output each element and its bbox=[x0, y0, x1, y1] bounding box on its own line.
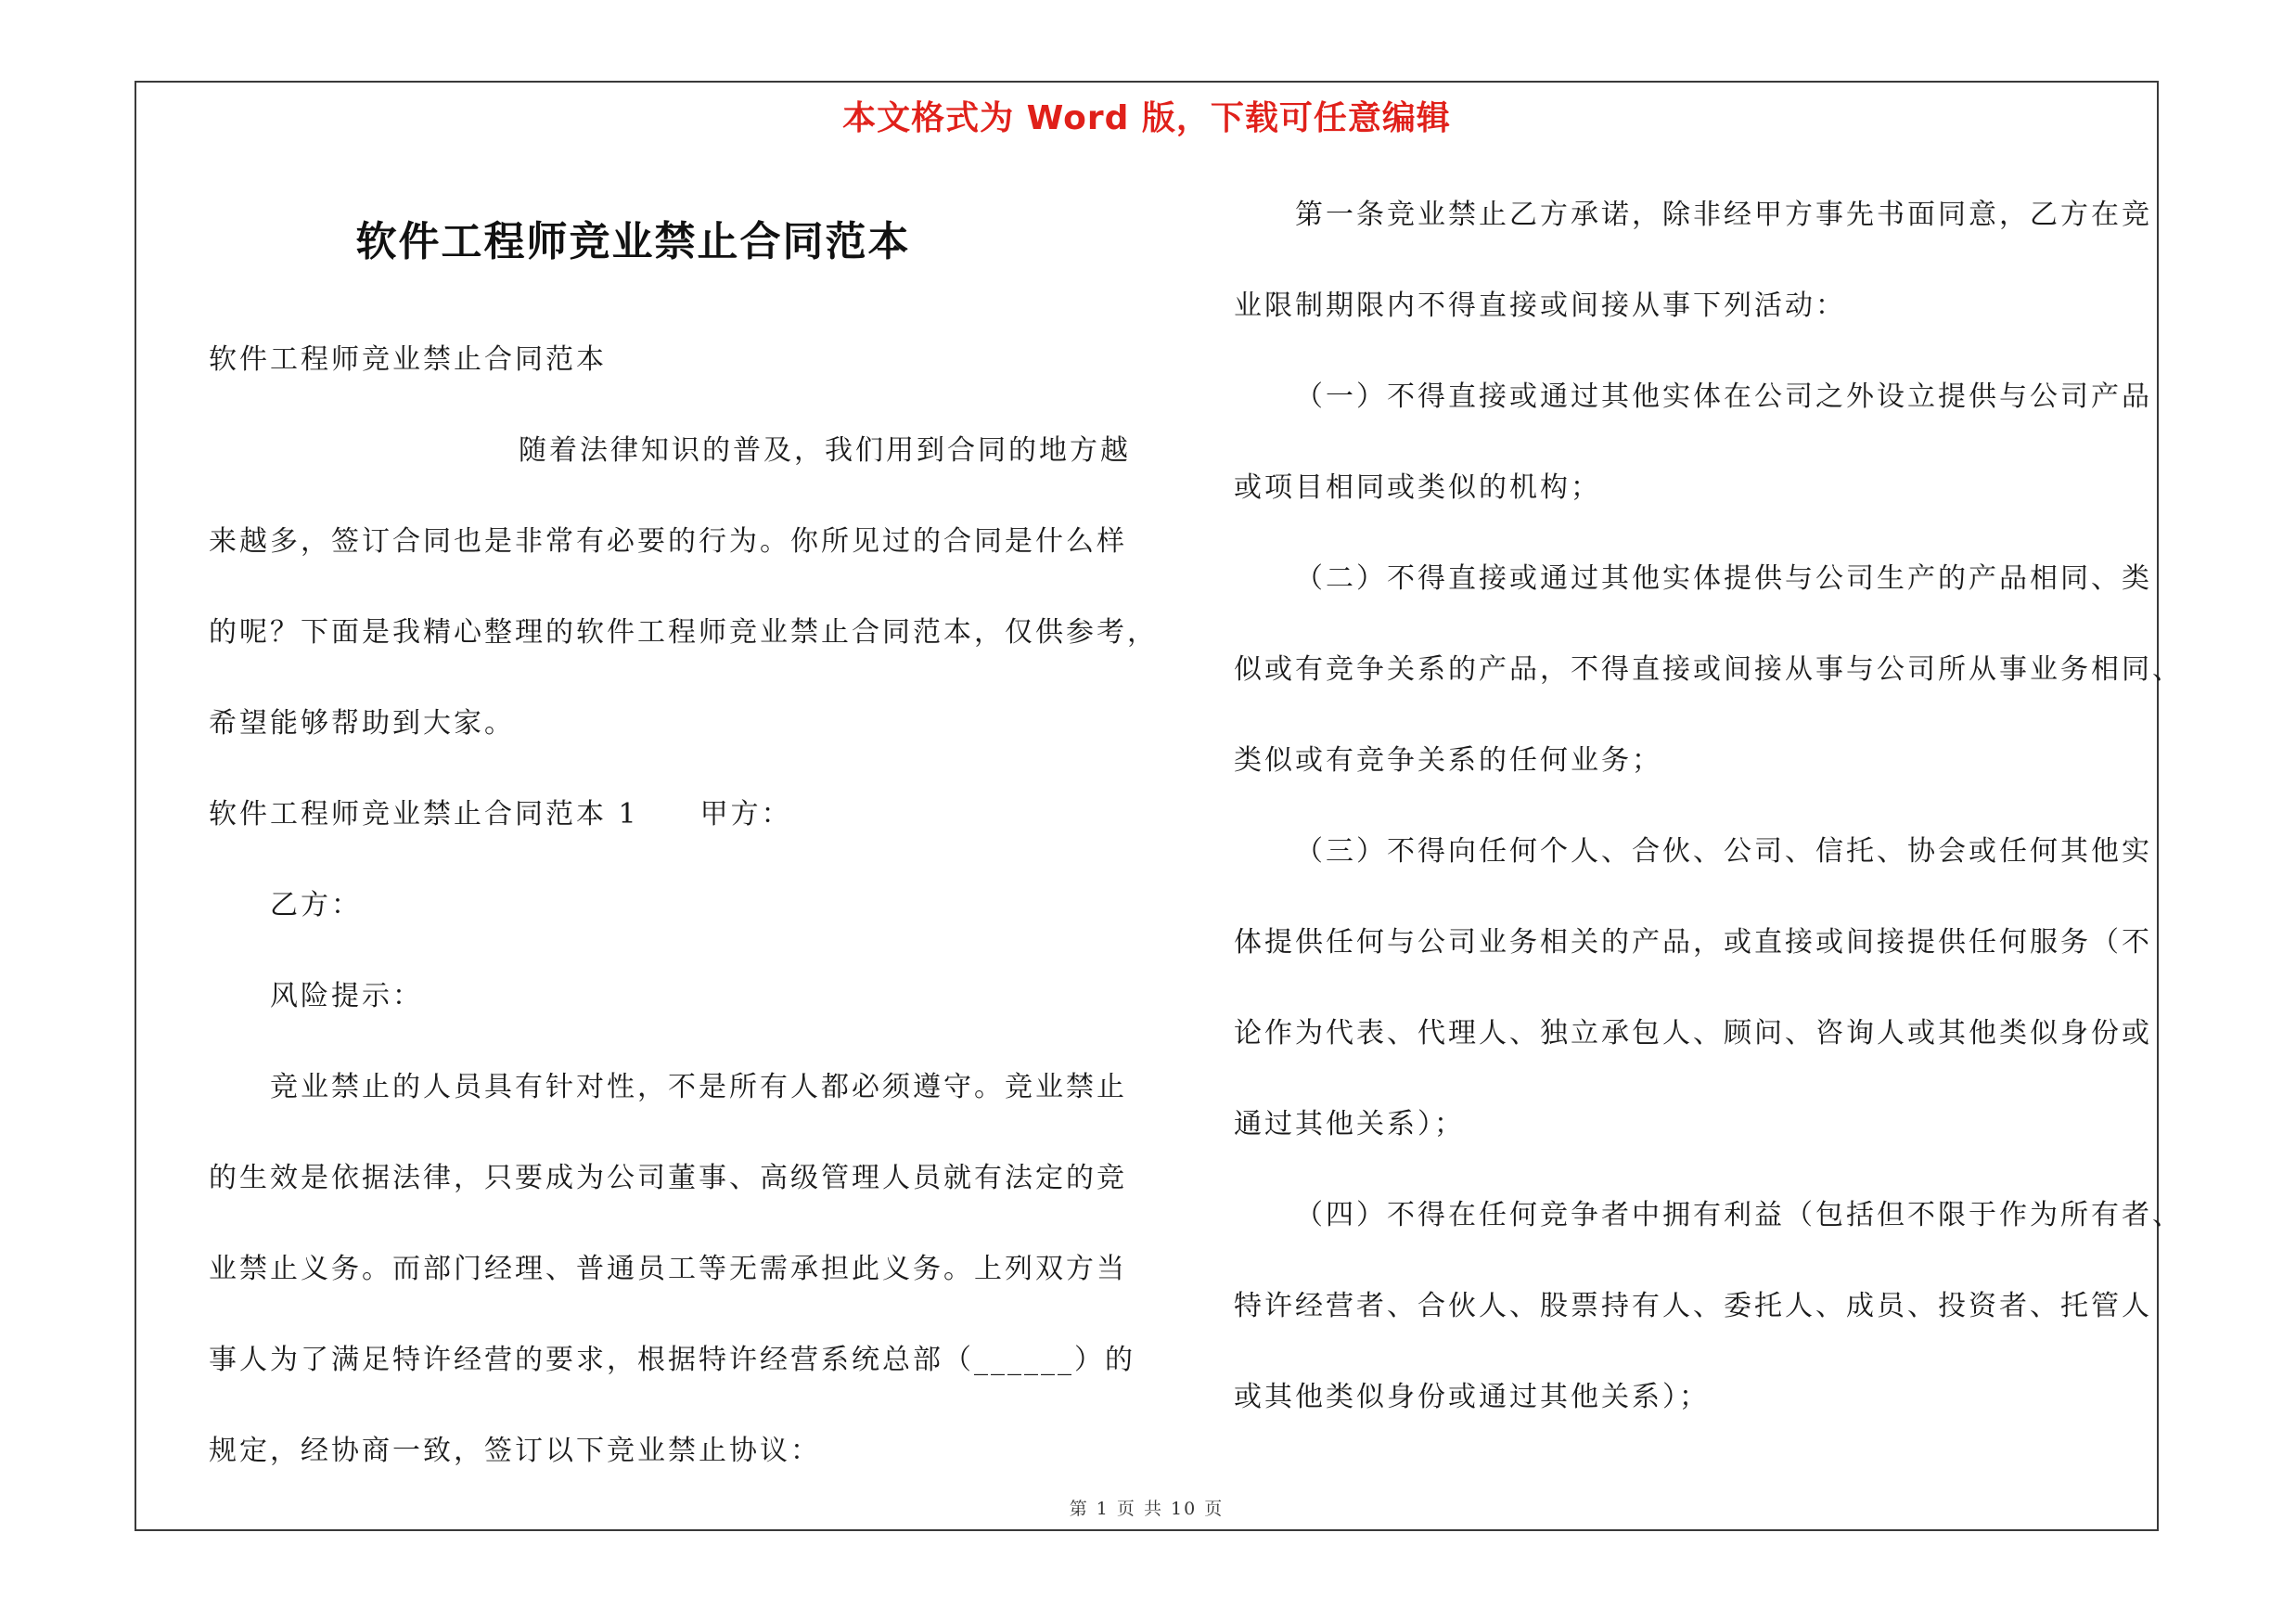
paragraph-line: 的呢？下面是我精心整理的软件工程师竞业禁止合同范本，仅供参考， bbox=[209, 616, 1158, 649]
paragraph-line: 类似或有竞争关系的任何业务； bbox=[1234, 744, 1662, 777]
paragraph-line: 或其他类似身份或通过其他关系）； bbox=[1234, 1381, 1710, 1413]
paragraph-line: 特许经营者、合伙人、股票持有人、委托人、成员、投资者、托管人 bbox=[1234, 1290, 2152, 1322]
paragraph-line: 风险提示： bbox=[270, 980, 423, 1012]
paragraph-line: 规定，经协商一致，签订以下竞业禁止协议： bbox=[209, 1435, 821, 1467]
paragraph-line: 随着法律知识的普及，我们用到合同的地方越 bbox=[519, 434, 1131, 467]
page-frame bbox=[135, 81, 2183, 1531]
paragraph-line: 或项目相同或类似的机构； bbox=[1234, 471, 1601, 504]
paragraph-line: 事人为了满足特许经营的要求，根据特许经营系统总部（______）的 bbox=[209, 1344, 1135, 1376]
paragraph-line: （四）不得在任何竞争者中拥有利益（包括但不限于作为所有者、 bbox=[1295, 1199, 2183, 1231]
paragraph-line: 希望能够帮助到大家。 bbox=[209, 707, 515, 740]
paragraph-line: 来越多，签订合同也是非常有必要的行为。你所见过的合同是什么样 bbox=[209, 525, 1127, 558]
format-banner: 本文格式为 Word 版，下载可任意编辑 bbox=[842, 99, 1451, 137]
paragraph-line: 体提供任何与公司业务相关的产品，或直接或间接提供任何服务（不 bbox=[1234, 926, 2152, 959]
paragraph-line: 软件工程师竞业禁止合同范本 1 甲方： bbox=[209, 798, 792, 831]
paragraph-line: （二）不得直接或通过其他实体提供与公司生产的产品相同、类 bbox=[1295, 562, 2152, 595]
paragraph-line: 论作为代表、代理人、独立承包人、顾问、咨询人或其他类似身份或 bbox=[1234, 1017, 2152, 1050]
paragraph-line: 似或有竞争关系的产品，不得直接或间接从事与公司所从事业务相同、 bbox=[1234, 653, 2183, 686]
paragraph-line: 业限制期限内不得直接或间接从事下列活动： bbox=[1234, 290, 1846, 322]
paragraph-line: 的生效是依据法律，只要成为公司董事、高级管理人员就有法定的竞 bbox=[209, 1162, 1127, 1194]
document-title: 软件工程师竞业禁止合同范本 bbox=[355, 218, 911, 265]
paragraph-line: （三）不得向任何个人、合伙、公司、信托、协会或任何其他实 bbox=[1295, 835, 2152, 868]
paragraph-line: 第一条竞业禁止乙方承诺，除非经甲方事先书面同意，乙方在竞 bbox=[1295, 199, 2152, 231]
paragraph-line: 业禁止义务。而部门经理、普通员工等无需承担此义务。上列双方当 bbox=[209, 1253, 1127, 1285]
paragraph-line: （一）不得直接或通过其他实体在公司之外设立提供与公司产品 bbox=[1295, 380, 2152, 413]
paragraph-line: 通过其他关系）； bbox=[1234, 1108, 1465, 1140]
paragraph-line: 乙方： bbox=[270, 889, 362, 921]
page-footer: 第 1 页 共 10 页 bbox=[1069, 1499, 1225, 1519]
paragraph-line: 软件工程师竞业禁止合同范本 bbox=[209, 343, 607, 376]
paragraph-line: 竞业禁止的人员具有针对性，不是所有人都必须遵守。竞业禁止 bbox=[270, 1071, 1127, 1103]
